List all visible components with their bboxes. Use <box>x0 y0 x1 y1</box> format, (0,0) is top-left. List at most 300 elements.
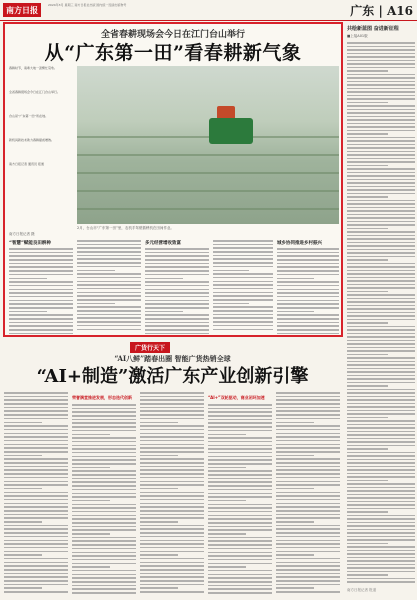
text-line <box>208 467 246 469</box>
text-line <box>140 396 204 398</box>
text-line <box>347 536 415 538</box>
text-line <box>213 292 273 294</box>
text-line <box>276 584 340 586</box>
text-line <box>347 200 415 202</box>
text-line <box>140 477 204 479</box>
text-line <box>213 277 273 279</box>
text-line <box>277 278 314 280</box>
text-line <box>277 289 339 291</box>
text-line <box>347 217 415 219</box>
text-line <box>140 410 204 412</box>
text-line <box>72 585 136 587</box>
text-line <box>140 514 204 516</box>
text-line <box>4 558 68 560</box>
text-line <box>4 466 68 468</box>
text-line <box>4 477 68 479</box>
text-line <box>277 325 339 327</box>
text-line <box>347 399 415 401</box>
text-line <box>72 537 136 539</box>
text-line <box>208 552 272 554</box>
text-line <box>77 310 141 312</box>
text-line <box>347 532 415 534</box>
text-line <box>140 455 178 457</box>
text-lines <box>213 240 273 330</box>
text-line <box>77 266 141 268</box>
text-line <box>276 576 340 578</box>
tractor-shape <box>209 118 253 144</box>
text-line <box>145 333 209 335</box>
text-line <box>140 565 204 567</box>
text-line <box>72 456 136 458</box>
text-line <box>347 207 415 209</box>
text-line <box>347 168 415 170</box>
text-line <box>72 548 136 550</box>
text-line <box>347 501 415 503</box>
text-line <box>347 305 415 307</box>
text-line <box>347 109 415 111</box>
text-line <box>347 326 415 328</box>
text-line <box>77 288 141 290</box>
text-line <box>213 281 273 283</box>
text-line <box>4 469 68 471</box>
feature-column <box>213 240 273 336</box>
text-line <box>9 325 73 327</box>
text-line <box>4 473 68 475</box>
text-line <box>145 303 209 305</box>
text-line <box>276 569 340 571</box>
text-line <box>140 506 204 508</box>
text-line <box>277 296 339 298</box>
text-line <box>140 543 204 545</box>
text-line <box>140 558 204 560</box>
text-line <box>72 563 136 565</box>
text-line <box>4 495 68 497</box>
text-line <box>77 258 141 260</box>
text-line <box>72 529 136 531</box>
text-line <box>72 518 136 520</box>
text-line <box>347 81 415 83</box>
text-line <box>145 311 183 313</box>
text-line <box>277 259 339 261</box>
lower-column <box>208 392 272 596</box>
text-line <box>72 500 110 502</box>
text-lines <box>276 392 340 593</box>
intro-paragraph: 南方日报记者 通讯员 报道 <box>9 162 44 166</box>
text-line <box>140 451 204 453</box>
text-line <box>72 577 136 579</box>
text-line <box>347 140 415 142</box>
text-line <box>276 451 340 453</box>
text-line <box>347 273 415 275</box>
text-line <box>347 483 415 485</box>
text-line <box>9 281 73 283</box>
text-line <box>208 533 246 535</box>
text-line <box>9 266 73 268</box>
text-line <box>72 408 136 410</box>
text-line <box>347 539 415 541</box>
text-line <box>208 426 272 428</box>
text-line <box>277 300 339 302</box>
text-line <box>347 298 415 300</box>
text-line <box>276 440 340 442</box>
text-line <box>72 430 136 432</box>
text-line <box>140 436 204 438</box>
text-line <box>208 537 272 539</box>
text-line <box>347 459 415 461</box>
text-line <box>347 105 415 107</box>
text-line <box>77 306 141 308</box>
text-line <box>208 459 272 461</box>
text-line <box>77 321 141 323</box>
text-line <box>72 574 136 576</box>
text-line <box>208 522 272 524</box>
text-line <box>9 285 73 287</box>
text-line <box>347 578 415 580</box>
text-line <box>145 255 209 257</box>
text-line <box>4 458 68 460</box>
text-line <box>145 248 209 250</box>
text-line <box>4 580 68 582</box>
footer-credit: 南方日报记者 报道 <box>347 588 377 592</box>
text-line <box>4 565 68 567</box>
feature-headline: 从“广东第一田”看春耕新气象 <box>44 42 302 64</box>
text-line <box>72 434 110 436</box>
text-line <box>347 560 415 562</box>
text-line <box>9 263 73 265</box>
text-line <box>347 564 415 566</box>
text-line <box>4 584 68 586</box>
text-line <box>347 63 415 65</box>
text-line <box>140 521 178 523</box>
text-line <box>72 415 136 417</box>
text-line <box>347 130 415 132</box>
text-line <box>347 343 415 345</box>
text-line <box>4 444 68 446</box>
text-line <box>77 255 141 257</box>
text-line <box>208 493 272 495</box>
text-line <box>72 540 136 542</box>
text-line <box>77 251 141 253</box>
text-line <box>347 42 415 44</box>
text-line <box>347 245 415 247</box>
text-line <box>4 455 42 457</box>
text-line <box>140 587 178 589</box>
text-line <box>347 179 415 181</box>
text-line <box>276 562 340 564</box>
text-line <box>347 277 415 279</box>
text-line <box>347 214 415 216</box>
text-line <box>9 270 73 272</box>
text-line <box>347 238 415 240</box>
text-line <box>347 112 415 114</box>
text-line <box>208 577 272 579</box>
text-line <box>208 504 272 506</box>
text-line <box>276 410 340 412</box>
text-line <box>77 262 141 264</box>
lower-column <box>4 392 68 596</box>
text-line <box>276 444 340 446</box>
text-line <box>277 255 339 257</box>
text-line <box>9 296 73 298</box>
text-line <box>145 281 209 283</box>
text-line <box>4 536 68 538</box>
text-line <box>347 361 415 363</box>
masthead <box>0 0 417 22</box>
text-line <box>347 431 415 433</box>
intro-paragraph: 全省春耕现场会今日在江门台山举行。 <box>9 90 61 94</box>
section-label: 广东 | A16 <box>350 4 413 18</box>
text-line <box>9 274 73 276</box>
text-line <box>72 544 136 546</box>
field-row <box>77 154 339 156</box>
text-line <box>72 419 136 421</box>
text-line <box>347 252 415 254</box>
text-line <box>140 392 204 394</box>
text-line <box>208 581 272 583</box>
text-line <box>347 396 415 398</box>
text-line <box>347 466 415 468</box>
text-line <box>72 426 136 428</box>
text-line <box>145 270 209 272</box>
text-line <box>276 455 314 457</box>
text-line <box>347 448 388 450</box>
text-line <box>276 425 340 427</box>
text-line <box>276 510 340 512</box>
text-line <box>347 508 415 510</box>
masthead-meta: 2024年3月 星期三 南方日报社出版 国内统一连续出版物号 <box>48 3 127 7</box>
text-line <box>276 418 340 420</box>
text-line <box>72 496 136 498</box>
text-line <box>347 147 415 149</box>
text-line <box>208 452 272 454</box>
newspaper-logo: 南方日报 <box>3 3 41 17</box>
text-line <box>4 462 68 464</box>
text-line <box>4 433 68 435</box>
text-lines <box>9 248 73 336</box>
text-line <box>72 422 136 424</box>
text-line <box>347 203 415 205</box>
text-line <box>347 308 415 310</box>
text-line <box>276 503 340 505</box>
text-line <box>276 591 340 593</box>
text-line <box>208 500 246 502</box>
text-line <box>277 263 339 265</box>
text-line <box>347 515 415 517</box>
text-line <box>140 399 204 401</box>
text-line <box>347 116 415 118</box>
text-line <box>347 315 415 317</box>
text-line <box>140 584 204 586</box>
text-line <box>213 255 273 257</box>
text-line <box>77 303 115 305</box>
text-line <box>347 186 415 188</box>
text-line <box>140 484 204 486</box>
text-line <box>4 484 68 486</box>
text-line <box>277 329 339 331</box>
text-line <box>208 419 272 421</box>
text-line <box>347 329 415 331</box>
text-line <box>208 408 272 410</box>
text-line <box>347 490 415 492</box>
text-line <box>140 469 204 471</box>
text-line <box>4 392 68 394</box>
text-line <box>72 437 136 439</box>
text-line <box>72 526 136 528</box>
text-line <box>347 378 415 380</box>
text-line <box>140 466 204 468</box>
intro-paragraph: 台山是“广东第一田”所在地。 <box>9 114 49 118</box>
text-line <box>208 526 272 528</box>
text-line <box>72 411 136 413</box>
text-line <box>72 452 136 454</box>
text-line <box>208 404 272 406</box>
text-line <box>213 303 249 305</box>
text-lines <box>208 404 272 596</box>
text-line <box>347 161 415 163</box>
text-line <box>347 427 415 429</box>
text-line <box>140 510 204 512</box>
text-line <box>213 325 273 327</box>
text-line <box>347 95 415 97</box>
text-line <box>276 399 340 401</box>
feature-article <box>3 22 343 337</box>
text-line <box>208 540 272 542</box>
feature-photo <box>77 66 339 224</box>
text-line <box>140 414 204 416</box>
text-line <box>347 67 415 69</box>
text-line <box>208 566 246 568</box>
text-line <box>347 56 415 58</box>
text-line <box>140 447 204 449</box>
text-line <box>277 307 339 309</box>
text-line <box>347 518 415 520</box>
text-line <box>347 462 415 464</box>
text-line <box>140 429 204 431</box>
text-line <box>72 507 136 509</box>
text-line <box>347 133 388 135</box>
text-line <box>277 270 339 272</box>
text-line <box>347 445 415 447</box>
text-line <box>72 485 136 487</box>
text-line <box>347 543 388 545</box>
text-line <box>208 463 272 465</box>
text-line <box>140 517 204 519</box>
text-line <box>72 592 136 594</box>
text-line <box>347 144 415 146</box>
text-line <box>145 252 209 254</box>
text-line <box>145 329 209 331</box>
text-line <box>145 296 209 298</box>
text-line <box>77 273 141 275</box>
text-line <box>276 580 340 582</box>
text-line <box>347 403 415 405</box>
right-column-title: 共绘新蓝图 奋进新征程 <box>347 26 399 32</box>
text-line <box>140 562 204 564</box>
text-line <box>145 292 209 294</box>
text-line <box>277 311 314 313</box>
intro-paragraph: 春耕时节，南粤大地一派繁忙景象。 <box>9 66 58 70</box>
text-line <box>213 247 273 249</box>
text-line <box>72 489 136 491</box>
text-line <box>140 499 204 501</box>
text-line <box>347 350 415 352</box>
text-line <box>347 196 388 198</box>
text-line <box>347 487 415 489</box>
feature-subhead: 多元经营增收致富 <box>145 241 181 246</box>
right-column-continuation: ■上接A01版 <box>347 34 368 38</box>
text-line <box>347 567 415 569</box>
text-line <box>347 441 415 443</box>
text-line <box>347 137 415 139</box>
text-line <box>276 396 340 398</box>
text-line <box>276 573 340 575</box>
text-line <box>208 574 272 576</box>
text-line <box>277 333 339 335</box>
text-line <box>347 221 415 223</box>
text-line <box>213 306 273 308</box>
text-line <box>77 244 141 246</box>
text-line <box>9 292 73 294</box>
feature-intro <box>9 66 73 226</box>
text-line <box>347 389 415 391</box>
text-line <box>72 467 110 469</box>
text-line <box>145 314 209 316</box>
text-line <box>208 544 272 546</box>
text-line <box>9 303 73 305</box>
text-line <box>347 172 415 174</box>
text-line <box>347 154 415 156</box>
text-line <box>4 407 68 409</box>
text-line <box>208 411 272 413</box>
text-line <box>140 492 204 494</box>
text-line <box>276 558 340 560</box>
text-line <box>347 123 415 125</box>
text-line <box>4 554 42 556</box>
text-line <box>347 434 415 436</box>
text-line <box>9 307 73 309</box>
text-line <box>347 158 415 160</box>
text-line <box>77 292 141 294</box>
text-line <box>72 478 136 480</box>
lower-subhead: “AI+”双轮驱动，商业闭环加速 <box>208 395 265 400</box>
text-line <box>4 517 68 519</box>
text-line <box>347 91 415 93</box>
text-line <box>347 53 415 55</box>
text-line <box>4 532 68 534</box>
text-line <box>140 528 204 530</box>
text-line <box>347 151 415 153</box>
text-line <box>77 295 141 297</box>
text-line <box>347 291 388 293</box>
text-lines <box>72 404 136 596</box>
text-line <box>9 333 73 335</box>
text-line <box>276 521 314 523</box>
field-row <box>77 208 339 210</box>
text-line <box>4 396 68 398</box>
text-line <box>9 300 73 302</box>
text-line <box>4 576 68 578</box>
text-lines <box>347 42 415 583</box>
text-line <box>276 458 340 460</box>
text-line <box>208 489 272 491</box>
text-lines <box>277 248 339 336</box>
lower-column <box>72 392 136 596</box>
text-line <box>4 447 68 449</box>
text-line <box>347 382 415 384</box>
text-line <box>140 591 204 593</box>
text-line <box>4 451 68 453</box>
text-line <box>140 444 204 446</box>
